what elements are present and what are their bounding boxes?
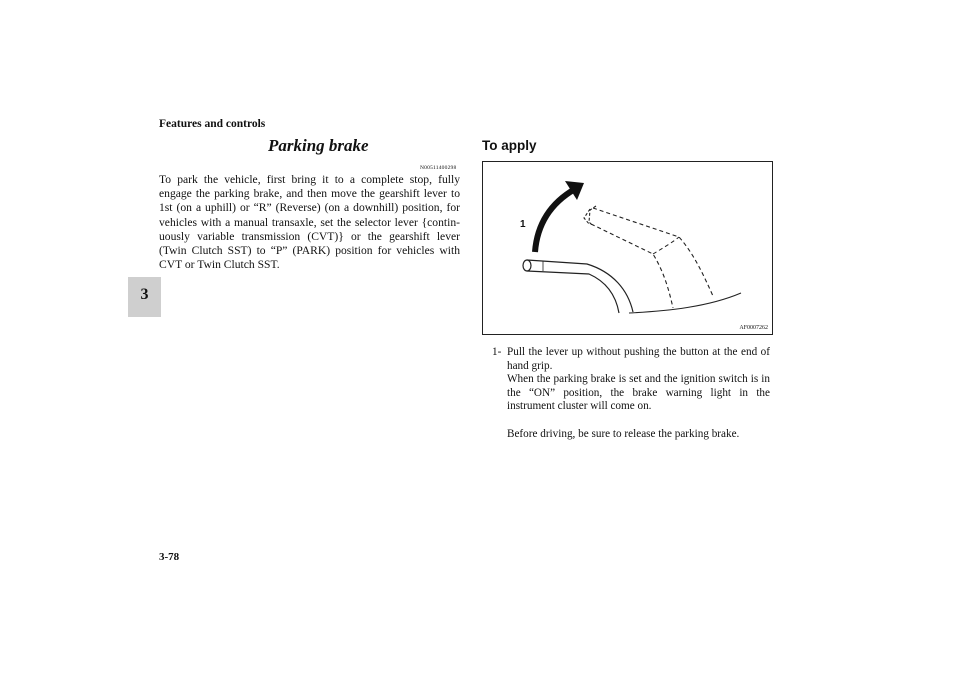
- parking-brake-figure: [482, 161, 773, 335]
- section-header: Features and controls: [159, 118, 266, 130]
- parking-brake-lever-illustration: [483, 162, 772, 334]
- figure-id: AF0007262: [739, 325, 768, 331]
- to-apply-heading: To apply: [482, 138, 537, 153]
- page-number: 3-78: [159, 551, 180, 563]
- step-detail: When the parking brake is set and the ignition switch is in the “ON” position, the brake warning light in the instrument cluster will come on.: [507, 373, 770, 412]
- parking-brake-paragraph: To park the vehicle, first bring it to a complete stop, fully engage the parking brake, and then move the gearshift lever to 1st (on a uphill) or “R” (Reverse) (on a downhill) position, for vehicles with a manual transaxle, set the selector lever {contin-uously variable transmission (CVT)} or the gearshift lever (Twin Clutch SST) to “P” (PARK) position for vehicles with CVT or Twin Clutch SST.: [159, 173, 460, 272]
- step-note: Before driving, be sure to release the parking brake.: [507, 427, 740, 440]
- document-code: N00511400298: [420, 165, 457, 171]
- chapter-number: 3: [140, 286, 149, 303]
- step-number: 1-: [492, 346, 502, 358]
- figure-callout-number: 1: [520, 219, 526, 230]
- parking-brake-heading: Parking brake: [268, 136, 369, 155]
- step-1: [492, 346, 770, 441]
- step-instruction: Pull the lever up without pushing the button at the end of hand grip.: [507, 346, 770, 372]
- chapter-tab: [128, 277, 161, 317]
